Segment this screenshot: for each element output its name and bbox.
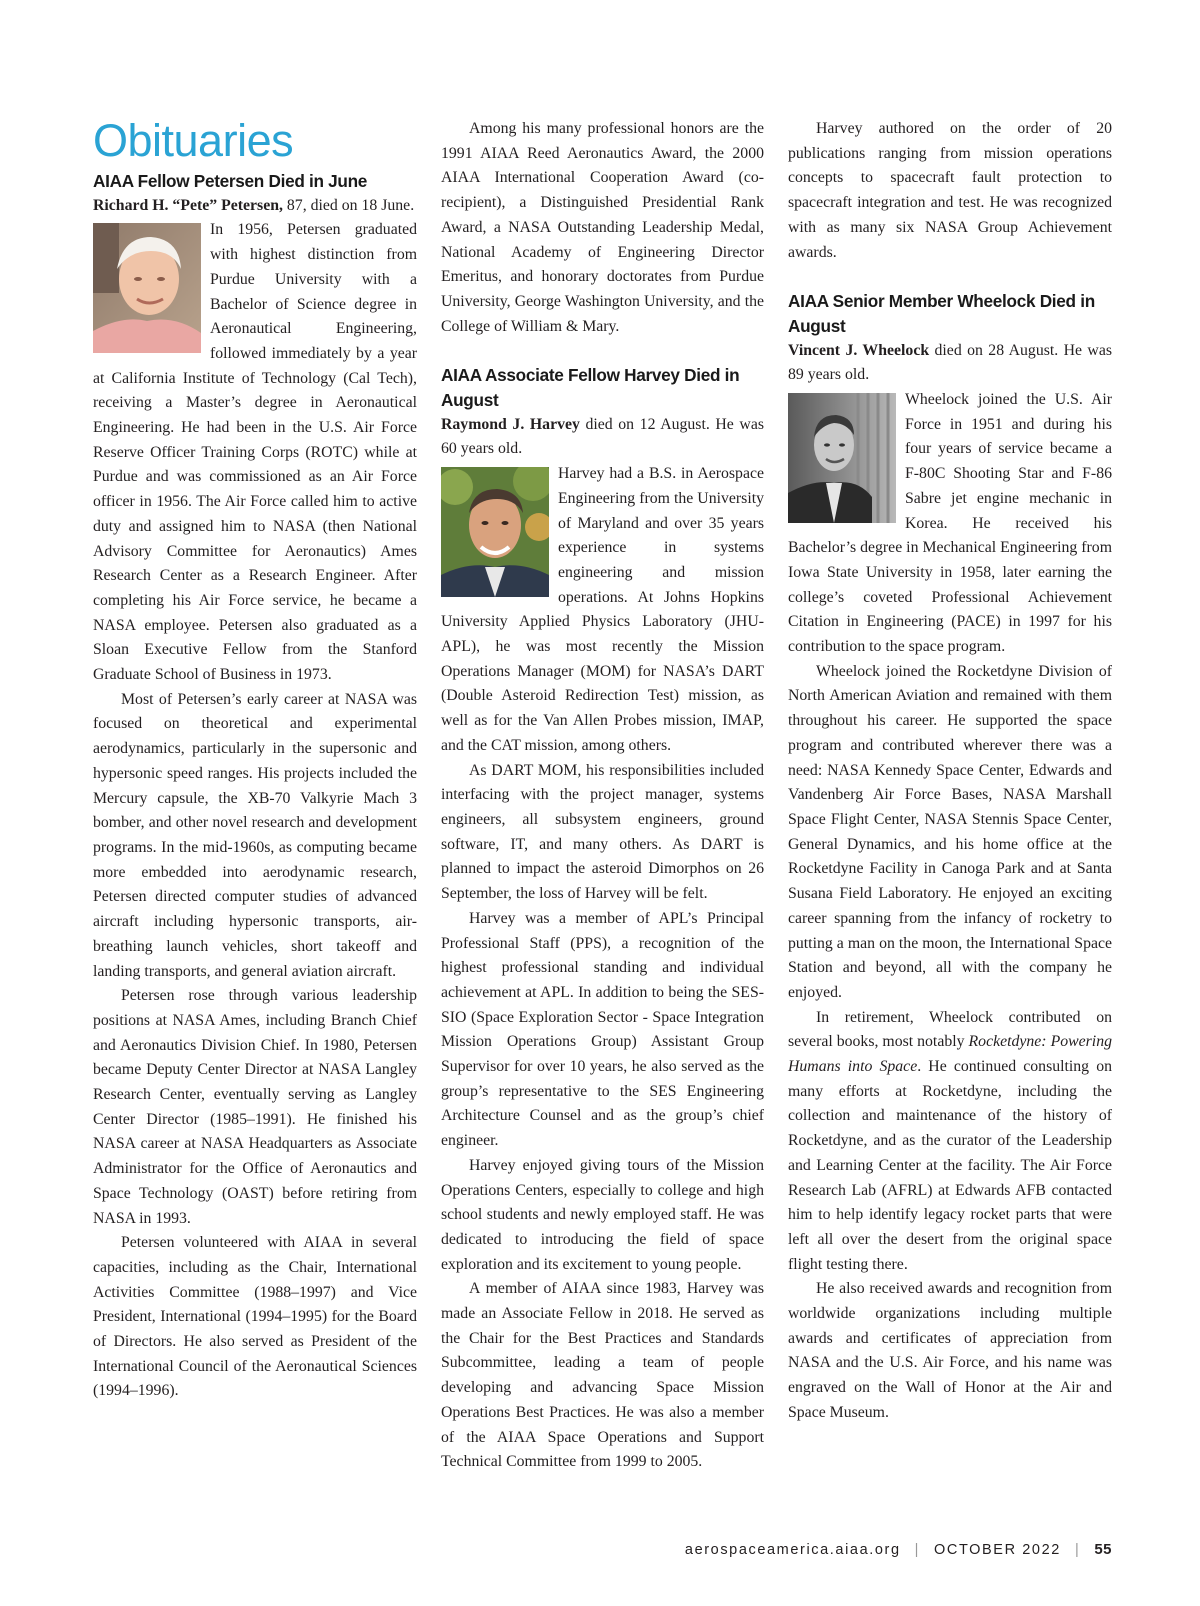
wheelock-paragraph-4: He also received awards and recognition from worldwide organizations including multiple awards and certificates of appreciation from NASA and the U.S. Air Force, and his name was engraved on the Wall of Honor at the Air and Space Museum.: [788, 1280, 1112, 1421]
footer-page-number: 55: [1094, 1541, 1112, 1558]
wheelock-portrait-photo: [788, 393, 896, 523]
lead-wheelock: [788, 339, 1112, 388]
wheelock-paragraph-3: [788, 1006, 1112, 1278]
section-title: Obituaries: [93, 115, 294, 166]
lead-name-harvey: Raymond J. Harvey: [441, 415, 580, 433]
column-2: [441, 117, 764, 1475]
book-title: Rocketdyne: Powering Humans into Space: [788, 1033, 1112, 1076]
lead-rest-wheelock: died on 28 August. He was 89 years old.: [788, 341, 1112, 384]
lead-name-petersen: Richard H. “Pete” Petersen,: [93, 196, 283, 214]
retirement-text-after: . He continued consulting on many efforts at Rocketdyne, including the collection and maintenance of the history of Rocketdyne, and as the curator of the Leadership and Learning Center at the facility. The Air Force Research Lab (AFRL) at Edwards AFB contacted him to help identify legacy rocket parts that were left all over the desert from the original space flight testing there.: [788, 1058, 1113, 1273]
petersen-paragraph-4: Petersen volunteered with AIAA in several capacities, including as the Chair, International Activities Committee (1988–1997) and Vice President, International (1994–1995) for the Board of Directors. He also served as President of the International Council of the Aeronautical Sciences (1994–1996).: [93, 1234, 417, 1400]
headline-petersen: AIAA Fellow Petersen Died in June: [93, 171, 368, 191]
petersen-portrait-photo: [93, 223, 201, 353]
lead-rest-petersen: 87, died on 18 June.: [282, 196, 415, 214]
harvey-paragraph-4: Harvey enjoyed giving tours of the Mission Operations Centers, especially to college and high school students and newly employed staff. He was dedicated to introducing the field of space exploration and its excitement to young people.: [441, 1156, 764, 1273]
headline-wheelock: AIAA Senior Member Wheelock Died in August: [788, 291, 1095, 336]
petersen-paragraph-5: Among his many professional honors are the 1991 AIAA Reed Aeronautics Award, the 2000 AIAA International Cooperation Award (co-recipient), a Distinguished Presidential Rank Award, a NASA Outstanding Leadership Medal, National Academy of Engineering Director Emeritus, and honorary doctorates from Purdue University, George Washington University, and the College of William & Mary.: [441, 120, 764, 335]
petersen-paragraph-3: Petersen rose through various leadership positions at NASA Ames, including Branch Chief and Aeronautics Division Chief. In 1980, Petersen became Deputy Center Director at NASA Langley Research Center, eventually serving as Langley Center Director (1985–1991). He finished his NASA career at NASA Headquarters as Associate Administrator for the Office of Aeronautics and Space Technology (OAST) before retiring from NASA in 1993.: [93, 987, 417, 1227]
wheelock-paragraph-2: Wheelock joined the Rocketdyne Division of North American Aviation and remained with them throughout his career. He supported the space program and contributed wherever there was a need: NASA Kennedy Space Center, Edwards and Vandenberg Air Force Bases, NASA Marshall Space Flight Center, NASA Stennis Space Center, General Dynamics, and his home office at the Rocketdyne Facility in Canoga Park and at Santa Susana Field Laboratory. He enjoyed an exciting career spanning from the infancy of rocketry to putting a man on the moon, the International Space Station and beyond, all with the company he enjoyed.: [788, 662, 1112, 1001]
footer-site-url[interactable]: aerospaceamerica.aiaa.org: [684, 1542, 901, 1558]
lead-harvey: [441, 413, 764, 462]
headline-harvey: AIAA Associate Fellow Harvey Died in August: [441, 365, 740, 411]
lead-petersen: [93, 194, 417, 219]
lead-rest-harvey: died on 12 August. He was 60 years old.: [441, 415, 764, 458]
column-3: [788, 117, 1112, 1426]
petersen-paragraph-2: Most of Petersen’s early career at NASA was focused on theoretical and experimental aerodynamics, particularly in the supersonic and hypersonic speed ranges. His projects included the Mercury capsule, the XB-70 Valkyrie Mach 3 bomber, and other novel research and development programs. In the mid-1960s, as computing became more embedded into aerodynamic research, Petersen directed computer studies of advanced aircraft including hypersonic transports, air-breathing launch vehicles, short takeoff and landing transports, and general aviation aircraft.: [93, 690, 417, 980]
retirement-text-before: In retirement, Wheelock contributed on several books, most notably: [788, 1008, 1112, 1051]
wheelock-paragraph-1: Wheelock joined the U.S. Air Force in 1951 and during his four years of service became a F-80C Shooting Star and F-86 Sabre jet engine mechanic in Korea. He received his Bachelor’s degree in Mechanical Engineering from Iowa State University in 1958, later earning the college’s coveted Professional Achievement Citation in Engineering (PACE) in 1997 for his contribution to the space program.: [788, 391, 1112, 656]
petersen-paragraph-1: In 1956, Petersen graduated with highest distinction from Purdue University with a Bachelor of Science degree in Aeronautical Engineering, followed immediately by a year at California Institute of Technology (Cal Tech), receiving a Master’s degree in Aeronautical Engineering. He had been in the U.S. Air Force Reserve Officer Training Corps (ROTC) while at Purdue and was commissioned as an Air Force officer in 1956. The Air Force called him to active duty and assigned him to NASA (then National Advisory Committee for Aeronautics) Ames Research Center as a Research Engineer. After completing his Air Force service, he became a NASA employee. Petersen also graduated as a Sloan Executive Fellow from the Stanford Graduate School of Business in 1973.: [93, 221, 417, 684]
footer-separator: |: [1074, 1542, 1081, 1558]
harvey-paragraph-2: As DART MOM, his responsibilities included interfacing with the project manager, systems engineers, all subsystem engineers, ground software, IT, and many others. As DART is planned to impact the asteroid Dimorphos on 26 September, the loss of Harvey will be felt.: [441, 761, 764, 903]
lead-name-wheelock: Vincent J. Wheelock: [788, 341, 930, 359]
harvey-paragraph-3: Harvey was a member of APL’s Principal Professional Staff (PPS), a recognition of the highest professional standing and individual achievement at APL. In addition to being the SES-SIO (Space Exploration Sector - Space Integration Mission Operations Group) Assistant Group Supervisor for over 10 years, he also served as the group’s representative to the SES Engineering Architecture Counsel and as the group’s chief engineer.: [441, 909, 764, 1150]
harvey-paragraph-6: Harvey authored on the order of 20 publications ranging from mission operations concepts to spacecraft fault protection to spacecraft integration and test. He was recognized with as many six NASA Group Achievement awards.: [788, 120, 1112, 261]
harvey-paragraph-5: A member of AIAA since 1983, Harvey was made an Associate Fellow in 2018. He served as the Chair for the Best Practices and Standards Subcommittee, leading a team of people developing and advancing Space Mission Operations Best Practices. He was also a member of the AIAA Space Operations and Support Technical Committee from 1999 to 2005.: [441, 1280, 764, 1471]
harvey-portrait-photo: [441, 467, 549, 597]
page-footer: [685, 1541, 1112, 1558]
footer-separator: |: [914, 1542, 920, 1558]
harvey-paragraph-1: Harvey had a B.S. in Aerospace Engineering from the University of Maryland and over 35 years experience in systems engineering and mission operations. At Johns Hopkins University Applied Physics Laboratory (JHU-APL), he was most recently the Mission Operations Manager (MOM) for NASA’s DART (Double Asteroid Redirection Test) mission, as well as for the Van Allen Probes mission, IMAP, and the CAT mission, among others.: [441, 465, 764, 754]
footer-issue-date: OCTOBER 2022: [934, 1542, 1061, 1558]
column-1: [93, 117, 417, 1404]
